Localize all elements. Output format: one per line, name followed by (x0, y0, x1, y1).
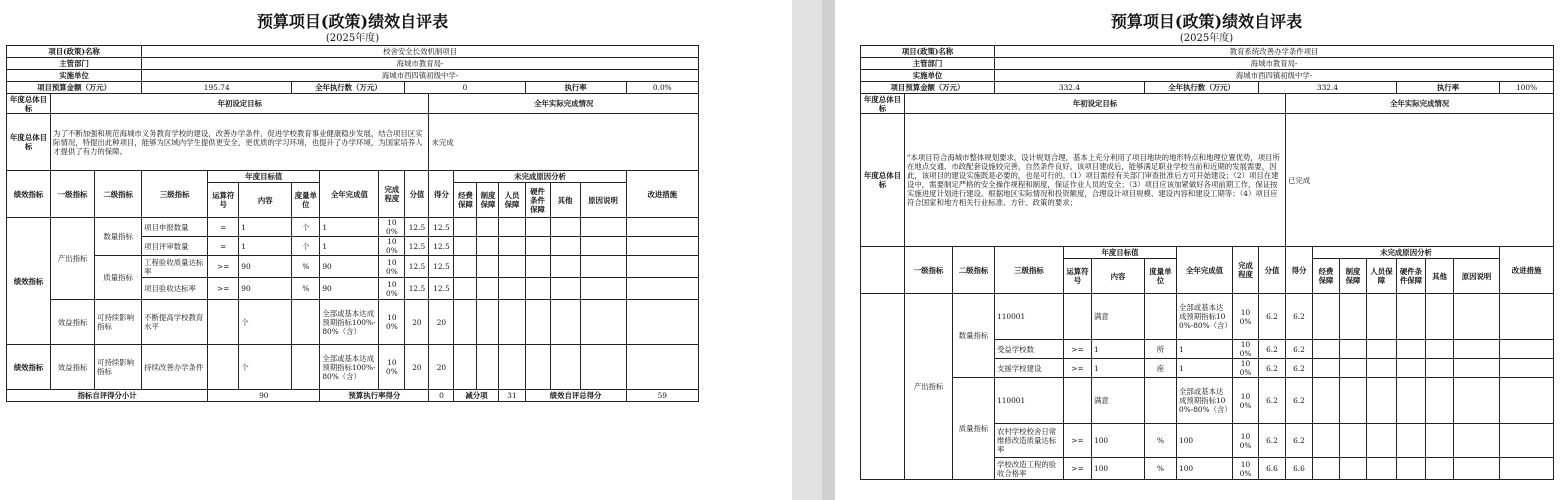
cell-pct: 100% (1233, 458, 1259, 480)
label-perf: 绩效指标 (7, 218, 51, 345)
label-score: 得分 (1286, 247, 1313, 294)
cell-value: 100 (1177, 424, 1233, 458)
cell-content: 90 (239, 256, 292, 278)
document-page-left (0, 0, 712, 500)
cell-l3: 项目验收达标率 (142, 278, 208, 300)
cell-unit (1145, 378, 1177, 424)
label-level1: 一级指标 (905, 247, 953, 294)
cell-score: 6.2 (1286, 378, 1313, 424)
label-completion: 完成程度 (379, 171, 405, 218)
cell-l3: 110001 (995, 378, 1064, 424)
label-r-fund: 经费保障 (454, 183, 477, 218)
cell-value: 全部或基本达成预期指标100%-80%（含） (320, 300, 379, 345)
cell-score: 12.5 (429, 218, 454, 237)
cell-l3: 项目评审数量 (142, 237, 208, 256)
blank-cell (861, 294, 905, 480)
cell-content: 1 (239, 237, 292, 256)
value-total: 59 (626, 390, 698, 402)
label-unit-measure: 度量单位 (292, 183, 320, 218)
label-quantity: 数量指标 (95, 218, 142, 256)
cell-value: 90 (320, 278, 379, 300)
label-target-group: 年度目标值 (208, 171, 320, 183)
cell-op: = (208, 237, 239, 256)
label-goal: 年度总体目标 (7, 94, 51, 114)
label-r-note: 原因说明 (580, 183, 626, 218)
cell-unit: 个 (239, 345, 292, 390)
label-benefit: 效益指标 (51, 345, 95, 390)
cell-unit (1145, 294, 1177, 340)
cell-op: = (208, 218, 239, 237)
label-r-fund: 经费保障 (1313, 259, 1340, 294)
label-level3: 三级指标 (995, 247, 1064, 294)
cell-l3: 农村学校校舍日常维修改造质量达标率 (995, 424, 1064, 458)
label-improve: 改进措施 (626, 171, 698, 218)
label-benefit: 效益指标 (51, 300, 95, 345)
value-unit: 海城市西四镇初级中学- (995, 70, 1554, 82)
cell-content (292, 345, 320, 390)
label-goal: 年度总体目标 (861, 94, 905, 114)
cell-value: 1 (320, 218, 379, 237)
value-exec-amount: 0 (405, 82, 525, 94)
cell-score: 6.2 (1286, 294, 1313, 340)
cell-score: 20 (429, 300, 454, 345)
cell-score: 6.2 (1286, 424, 1313, 458)
label-actual: 全年实际完成情况 (429, 94, 699, 114)
value-budget: 195.74 (142, 82, 292, 94)
cell-unit: 个 (292, 218, 320, 237)
cell-l3: 110001 (995, 294, 1064, 340)
label-output: 产出指标 (51, 218, 95, 300)
cell-pct: 100% (379, 218, 405, 237)
cell-pct: 100% (1233, 294, 1259, 340)
cell-content: 满意 (1092, 378, 1145, 424)
cell-content: 90 (239, 278, 292, 300)
label-quantity: 数量指标 (953, 294, 995, 378)
label-output: 产出指标 (905, 294, 953, 480)
cell-value: 全部或基本达成预期指标100%-80%（含） (1177, 378, 1233, 424)
label-deduct: 减分项 (454, 390, 499, 402)
cell-unit: % (292, 256, 320, 278)
value-deduct: 31 (499, 390, 525, 402)
cell-value: 100 (1177, 458, 1233, 480)
cell-score-value: 6.2 (1259, 340, 1286, 359)
cell-score-value: 6.2 (1259, 294, 1286, 340)
label-sustain: 可持续影响指标 (95, 345, 142, 390)
cell-score: 12.5 (429, 256, 454, 278)
cell-value: 90 (320, 256, 379, 278)
doc-title: 预算项目(政策)绩效自评表 (256, 12, 449, 31)
cell-op: >= (1064, 340, 1092, 359)
cell-op: >= (1064, 359, 1092, 378)
goal-text: "本项目符合海城市整体规划要求，设计规划合理，基本上充分利用了项目地块的地形特点和地理位置优势，项目所在地点交通、市政配套设施较完善，自然条件良好。该项目建成后，能够满足职业学校当前和近期的发展需要，因此，该项目的建设实施既是必要的，也是可行的。（1）项目需经有关部门审查批准后方可开始建设；（2）项目在建设中，需要制定严格的安全操作规程和制度，保证作业人员的安全；（3）项目应该加紧做好各项前期工作，保证按实施进度计划进行建设。根据地区实际情况和投资额度，合理设计项目规模、建设内容和建设工期等；（4）项目应符合国家和地方相关行业标准、方针、政策的要求； (905, 114, 1286, 247)
label-op: 运算符号 (208, 183, 239, 218)
label-project-name: 项目(政策)名称 (7, 46, 142, 58)
cell-content: 1 (1092, 359, 1145, 378)
label-goal: 年度总体目标 (7, 114, 51, 171)
label-initial-goal: 年初设定目标 (905, 94, 1286, 114)
label-project-name: 项目(政策)名称 (861, 46, 995, 58)
cell-op: >= (1064, 458, 1092, 480)
cell-unit: % (1145, 458, 1177, 480)
label-budget: 项目预算金额（万元） (861, 82, 995, 94)
label-unit: 实施单位 (7, 70, 142, 82)
cell-l3: 支援学校建设 (995, 359, 1064, 378)
label-perf: 绩效指标 (7, 171, 51, 218)
label-r-system: 制度保障 (1340, 259, 1367, 294)
blank-cell (861, 247, 905, 294)
cell-pct: 100% (1233, 424, 1259, 458)
cell-unit: % (292, 278, 320, 300)
cell-value: 1 (1177, 359, 1233, 378)
doc-year: (2025年度) (325, 33, 380, 44)
cell-pct: 100% (379, 345, 405, 390)
value-project-name: 教育系统改善办学条件项目 (995, 46, 1554, 58)
label-subtotal: 指标自评得分小计 (7, 390, 208, 402)
label-unit: 实施单位 (861, 70, 995, 82)
cell-score-value: 6.2 (1259, 378, 1286, 424)
cell-l3: 持续改善办学条件 (142, 345, 208, 390)
label-level2: 二级指标 (95, 171, 142, 218)
label-level2: 二级指标 (953, 247, 995, 294)
label-level1: 一级指标 (51, 171, 95, 218)
label-content: 内容 (239, 183, 292, 218)
cell-score-value: 12.5 (405, 256, 429, 278)
value-exec-rate: 100% (1500, 82, 1554, 94)
label-r-note: 原因说明 (1454, 259, 1500, 294)
cell-unit: 座 (1145, 359, 1177, 378)
label-exec-rate: 执行率 (525, 82, 626, 94)
label-level3: 三级指标 (142, 171, 208, 218)
label-exec-rate: 执行率 (1397, 82, 1500, 94)
cell-score: 12.5 (429, 237, 454, 256)
cell-unit: % (1145, 424, 1177, 458)
cell-score-value: 6.2 (1259, 424, 1286, 458)
label-r-hardware: 硬件条件保障 (1397, 259, 1426, 294)
label-total: 绩效自评总得分 (525, 390, 626, 402)
value-exec-rate: 0.0% (626, 82, 698, 94)
cell-pct: 100% (379, 237, 405, 256)
label-r-other: 其他 (550, 183, 580, 218)
cell-op: >= (1064, 424, 1092, 458)
cell-score-value: 12.5 (405, 278, 429, 300)
label-unfinished: 未完成原因分析 (454, 171, 626, 183)
label-full-year: 全年完成值 (1177, 247, 1233, 294)
cell-score: 6.6 (1286, 458, 1313, 480)
cell-l3: 受益学校数 (995, 340, 1064, 359)
label-budget: 项目预算金额（万元） (7, 82, 142, 94)
label-op: 运算符号 (1064, 259, 1092, 294)
value-budget-score: 0 (429, 390, 454, 402)
actual-text: 已完成 (1286, 114, 1554, 247)
cell-score-value: 6.6 (1259, 458, 1286, 480)
evaluation-table (860, 45, 1554, 480)
cell-value: 全部或基本达成预期指标100%-80%（含） (320, 345, 379, 390)
sheet-right (860, 12, 1553, 480)
cell-op (1064, 294, 1092, 340)
goal-text: 为了不断加强和规范海城市义务教育学校的建设，改善办学条件，促进学校教育事业健康稳步发展，结合项目区实际情况，特提出此种项目，能够为区域内学生提供更安全，更优质的学习环境，也提升了办学环境，为国家培养人才提供了有力的保障。 (51, 114, 429, 171)
label-r-staff: 人员保障 (499, 183, 525, 218)
cell-op (208, 300, 239, 345)
label-dept: 主管部门 (7, 58, 142, 70)
document-page-right (835, 0, 1560, 500)
label-completion: 完成程度 (1233, 247, 1259, 294)
cell-op: >= (208, 278, 239, 300)
label-quality: 质量指标 (953, 378, 995, 480)
cell-score-value: 20 (405, 300, 429, 345)
label-r-other: 其他 (1426, 259, 1454, 294)
label-sustain: 可持续影响指标 (95, 300, 142, 345)
label-exec-amount: 全年执行数（万元） (1145, 82, 1259, 94)
label-perf: 绩效指标 (7, 345, 51, 390)
cell-value: 全部或基本达成预期指标100%-80%（含） (1177, 294, 1233, 340)
label-r-staff: 人员保障 (1367, 259, 1397, 294)
cell-score: 6.2 (1286, 359, 1313, 378)
label-score: 得分 (429, 171, 454, 218)
cell-pct: 100% (379, 256, 405, 278)
doc-title: 预算项目(政策)绩效自评表 (1110, 12, 1303, 31)
label-r-hardware: 硬件条件保障 (525, 183, 550, 218)
value-project-name: 校舍安全长效机制项目 (142, 46, 699, 58)
label-goal: 年度总体目标 (861, 114, 905, 247)
cell-pct: 100% (379, 300, 405, 345)
cell-score-value: 12.5 (405, 237, 429, 256)
cell-pct: 100% (379, 278, 405, 300)
label-dept: 主管部门 (861, 58, 995, 70)
label-content: 内容 (1092, 259, 1145, 294)
label-score-value: 分值 (1259, 247, 1286, 294)
cell-l3: 学校改造工程的验收合格率 (995, 458, 1064, 480)
cell-l3: 项目申报数量 (142, 218, 208, 237)
cell-score: 20 (429, 345, 454, 390)
value-budget: 332.4 (995, 82, 1145, 94)
cell-unit: 个 (292, 237, 320, 256)
cell-l3: 不断提高学校教育水平 (142, 300, 208, 345)
cell-value: 1 (320, 237, 379, 256)
label-score-value: 分值 (405, 171, 429, 218)
evaluation-table (6, 45, 699, 402)
value-unit: 海城市西四镇初级中学- (142, 70, 699, 82)
label-r-system: 制度保障 (477, 183, 499, 218)
label-actual: 全年实际完成情况 (1286, 94, 1554, 114)
cell-op (208, 345, 239, 390)
value-dept: 海城市教育局- (995, 58, 1554, 70)
cell-content: 100 (1092, 458, 1145, 480)
value-exec-amount: 332.4 (1259, 82, 1397, 94)
cell-l3: 工程验收质量达标率 (142, 256, 208, 278)
cell-score: 6.2 (1286, 340, 1313, 359)
cell-pct: 100% (1233, 378, 1259, 424)
label-target-group: 年度目标值 (1064, 247, 1177, 259)
label-unfinished: 未完成原因分析 (1313, 247, 1500, 259)
label-initial-goal: 年初设定目标 (51, 94, 429, 114)
label-budget-score: 预算执行率得分 (320, 390, 429, 402)
label-exec-amount: 全年执行数（万元） (292, 82, 405, 94)
label-quality: 质量指标 (95, 256, 142, 300)
label-improve: 改进措施 (1500, 247, 1554, 294)
label-full-year: 全年完成值 (320, 171, 379, 218)
cell-content: 满意 (1092, 294, 1145, 340)
cell-unit: 个 (239, 300, 292, 345)
cell-score: 12.5 (429, 278, 454, 300)
cell-op: >= (208, 256, 239, 278)
cell-score-value: 6.2 (1259, 359, 1286, 378)
cell-unit: 所 (1145, 340, 1177, 359)
cell-score-value: 12.5 (405, 218, 429, 237)
cell-score-value: 20 (405, 345, 429, 390)
value-dept: 海城市教育局- (142, 58, 699, 70)
label-unit-measure: 度量单位 (1145, 259, 1177, 294)
cell-pct: 100% (1233, 340, 1259, 359)
sheet-left (6, 12, 699, 402)
scrollbar[interactable] (822, 0, 835, 500)
doc-year: (2025年度) (1179, 33, 1234, 44)
cell-content: 100 (1092, 424, 1145, 458)
value-subtotal: 90 (208, 390, 320, 402)
cell-content (292, 300, 320, 345)
cell-op (1064, 378, 1092, 424)
cell-content: 1 (1092, 340, 1145, 359)
cell-content: 1 (239, 218, 292, 237)
cell-pct: 100% (1233, 359, 1259, 378)
actual-text: 未完成 (429, 114, 699, 171)
cell-value: 1 (1177, 340, 1233, 359)
